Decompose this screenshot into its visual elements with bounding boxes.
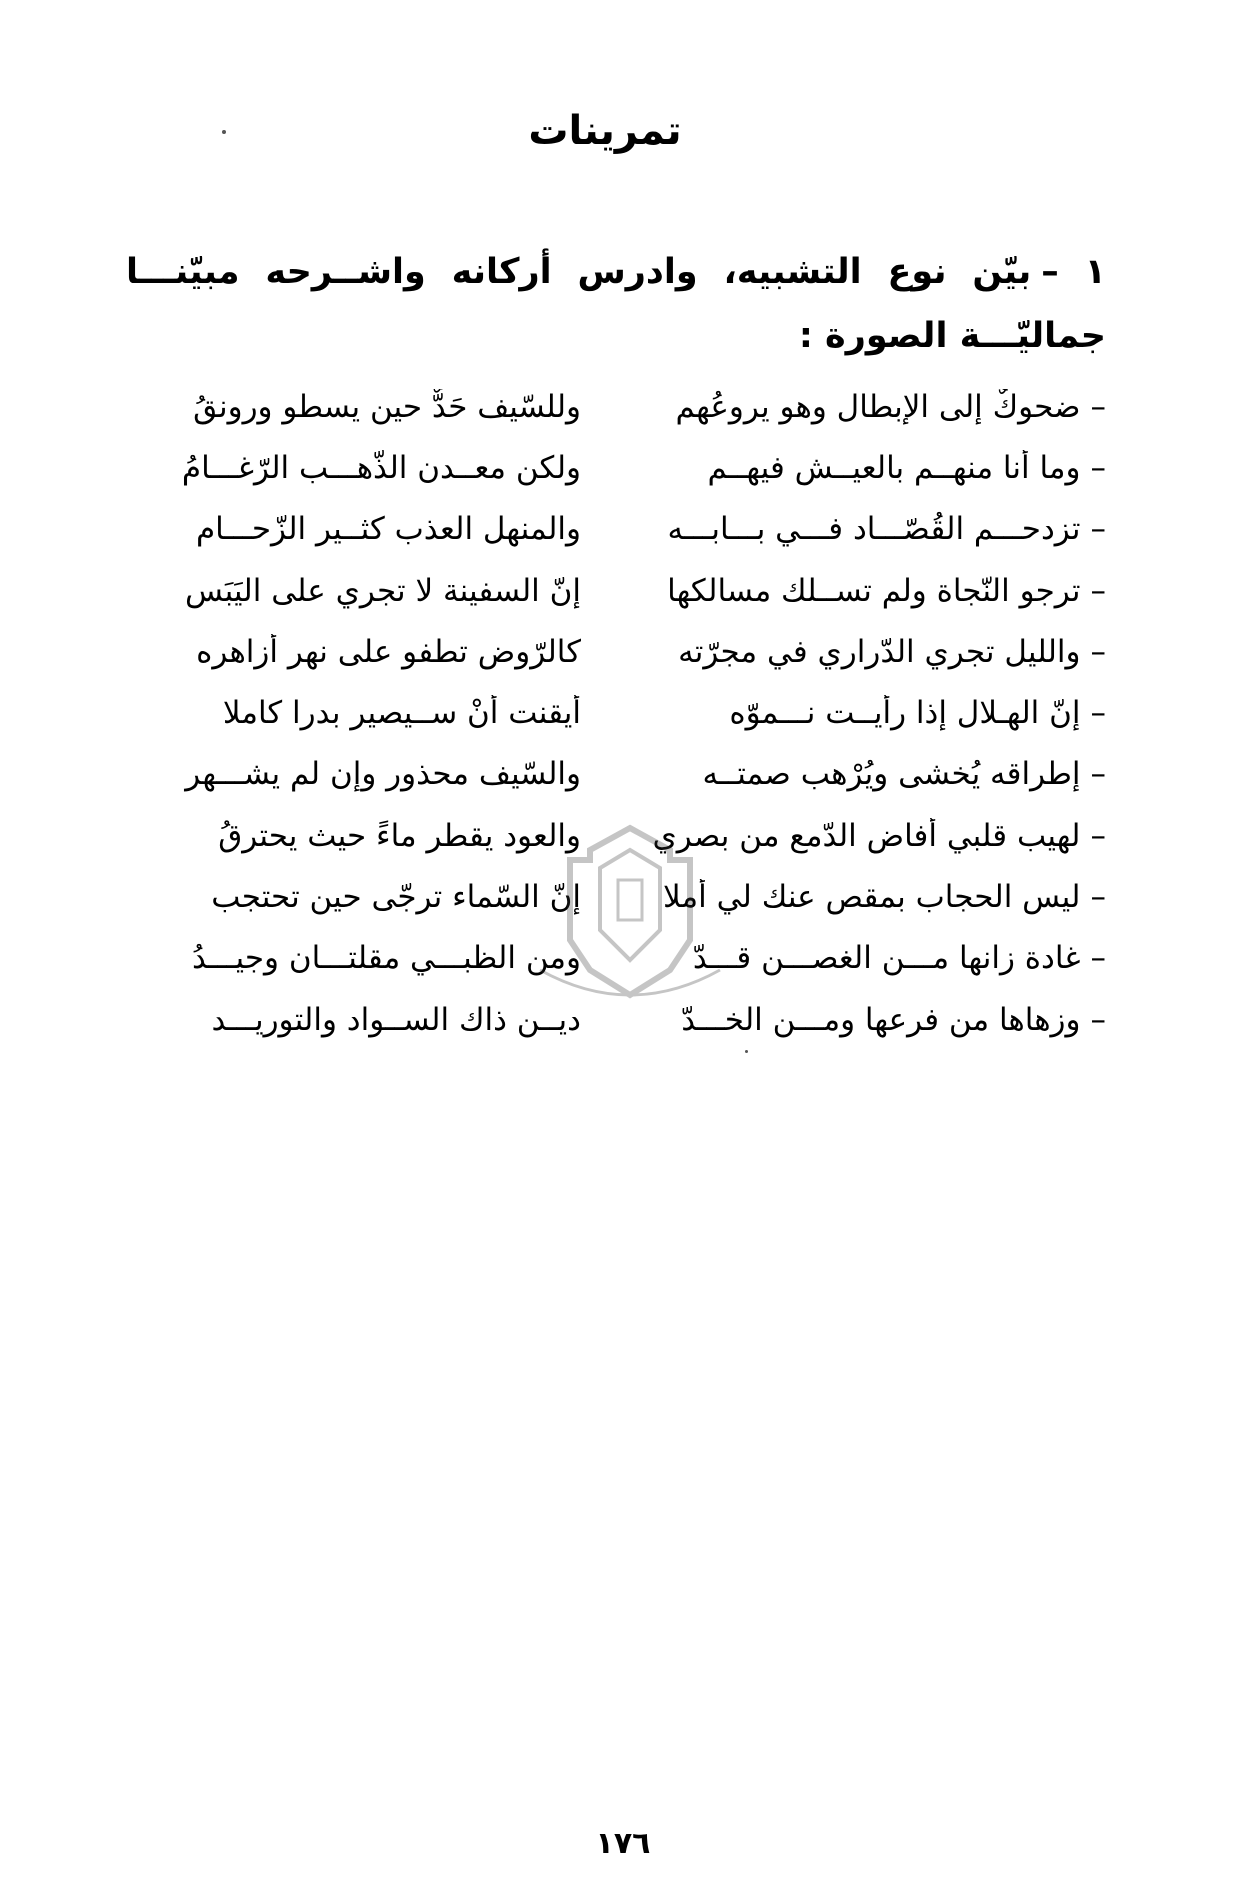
verse-second-hemistich: ولكن معــدن الذّهـــب الرّغـــامُ — [181, 449, 581, 486]
verse-second-hemistich: وللسّيف حَدٌّ حين يسطو ورونقُ — [193, 388, 581, 425]
verse-first-hemistich: –إنّ الهـلال إذا رأيــت نـــموّه — [729, 695, 1106, 732]
question-number: ١ – — [1041, 252, 1106, 292]
question-text: بيّن نوع التشبيه، وادرس أركانه واشــرحه مبيّنـــا جماليّـــة الصورة : — [126, 252, 1106, 356]
verse-line — [126, 560, 1106, 621]
verse-first-hemistich: –ضحوكٌ إلى الإبطال وهو يروعُهم — [675, 388, 1106, 425]
page-number: ١٧٦ — [595, 1826, 651, 1861]
verse-second-hemistich: إنّ السفينة لا تجري على اليَبَسِ — [185, 572, 581, 609]
verse-first-hemistich: –غادة زانها مـــن الغصـــن قـــدّ — [692, 940, 1106, 977]
stray-speck-middle — [745, 1050, 748, 1053]
verse-first-hemistich: –تزدحـــم القُصّـــاد فـــي بـــابـــه — [667, 511, 1106, 548]
verse-first-hemistich: –والليل تجري الدّراري في مجرّته — [678, 633, 1106, 670]
verse-second-hemistich: أيقنت أنْ ســيصير بدرا كاملا — [222, 695, 581, 732]
verse-second-hemistich: والعود يقطر ماءً حيث يحترقُ — [218, 817, 581, 854]
verse-first-hemistich: –لهيب قلبي أفاض الدّمع من بصري — [652, 817, 1106, 854]
verse-first-hemistich: –ليس الحجاب بمقصٍ عنك لي أملا — [663, 879, 1106, 916]
verse-first-hemistich: –إطراقه يُخشى ويُرْهب صمتــه — [702, 756, 1106, 793]
verse-second-hemistich: والمنهل العذب كثــير الزّحـــام — [195, 511, 581, 548]
verse-second-hemistich: والسّيف محذور وإن لم يشـــهرِ — [185, 756, 581, 793]
verse-line — [126, 499, 1106, 560]
verse-second-hemistich: كالرّوض تطفو على نهر أزاهره — [196, 633, 581, 670]
verse-first-hemistich: –ترجو النّجاة ولم تســلك مسالكها — [667, 572, 1106, 609]
verse-line — [126, 621, 1106, 682]
page-title: تمرينات — [528, 108, 682, 154]
verse-line — [126, 437, 1106, 498]
stray-speck-top — [222, 130, 226, 134]
verse-line — [126, 744, 1106, 805]
verse-second-hemistich: ديــن ذاك الســواد والتوريـــد — [211, 1001, 581, 1038]
verse-line — [126, 682, 1106, 743]
verse-line — [126, 376, 1106, 437]
library-seal-watermark — [520, 820, 740, 1020]
verse-second-hemistich: ومن الظبـــي مقلتـــان وجيـــدُ — [191, 940, 581, 977]
exercise-question — [126, 240, 1106, 368]
verse-second-hemistich: إنّ السّماء ترجّى حين تحتجب — [211, 879, 581, 916]
verse-first-hemistich: –وما أنا منهــم بالعيــش فيهــم — [707, 449, 1106, 486]
verse-first-hemistich: –وزهاها من فرعها ومـــن الخـــدّ — [681, 1001, 1106, 1038]
